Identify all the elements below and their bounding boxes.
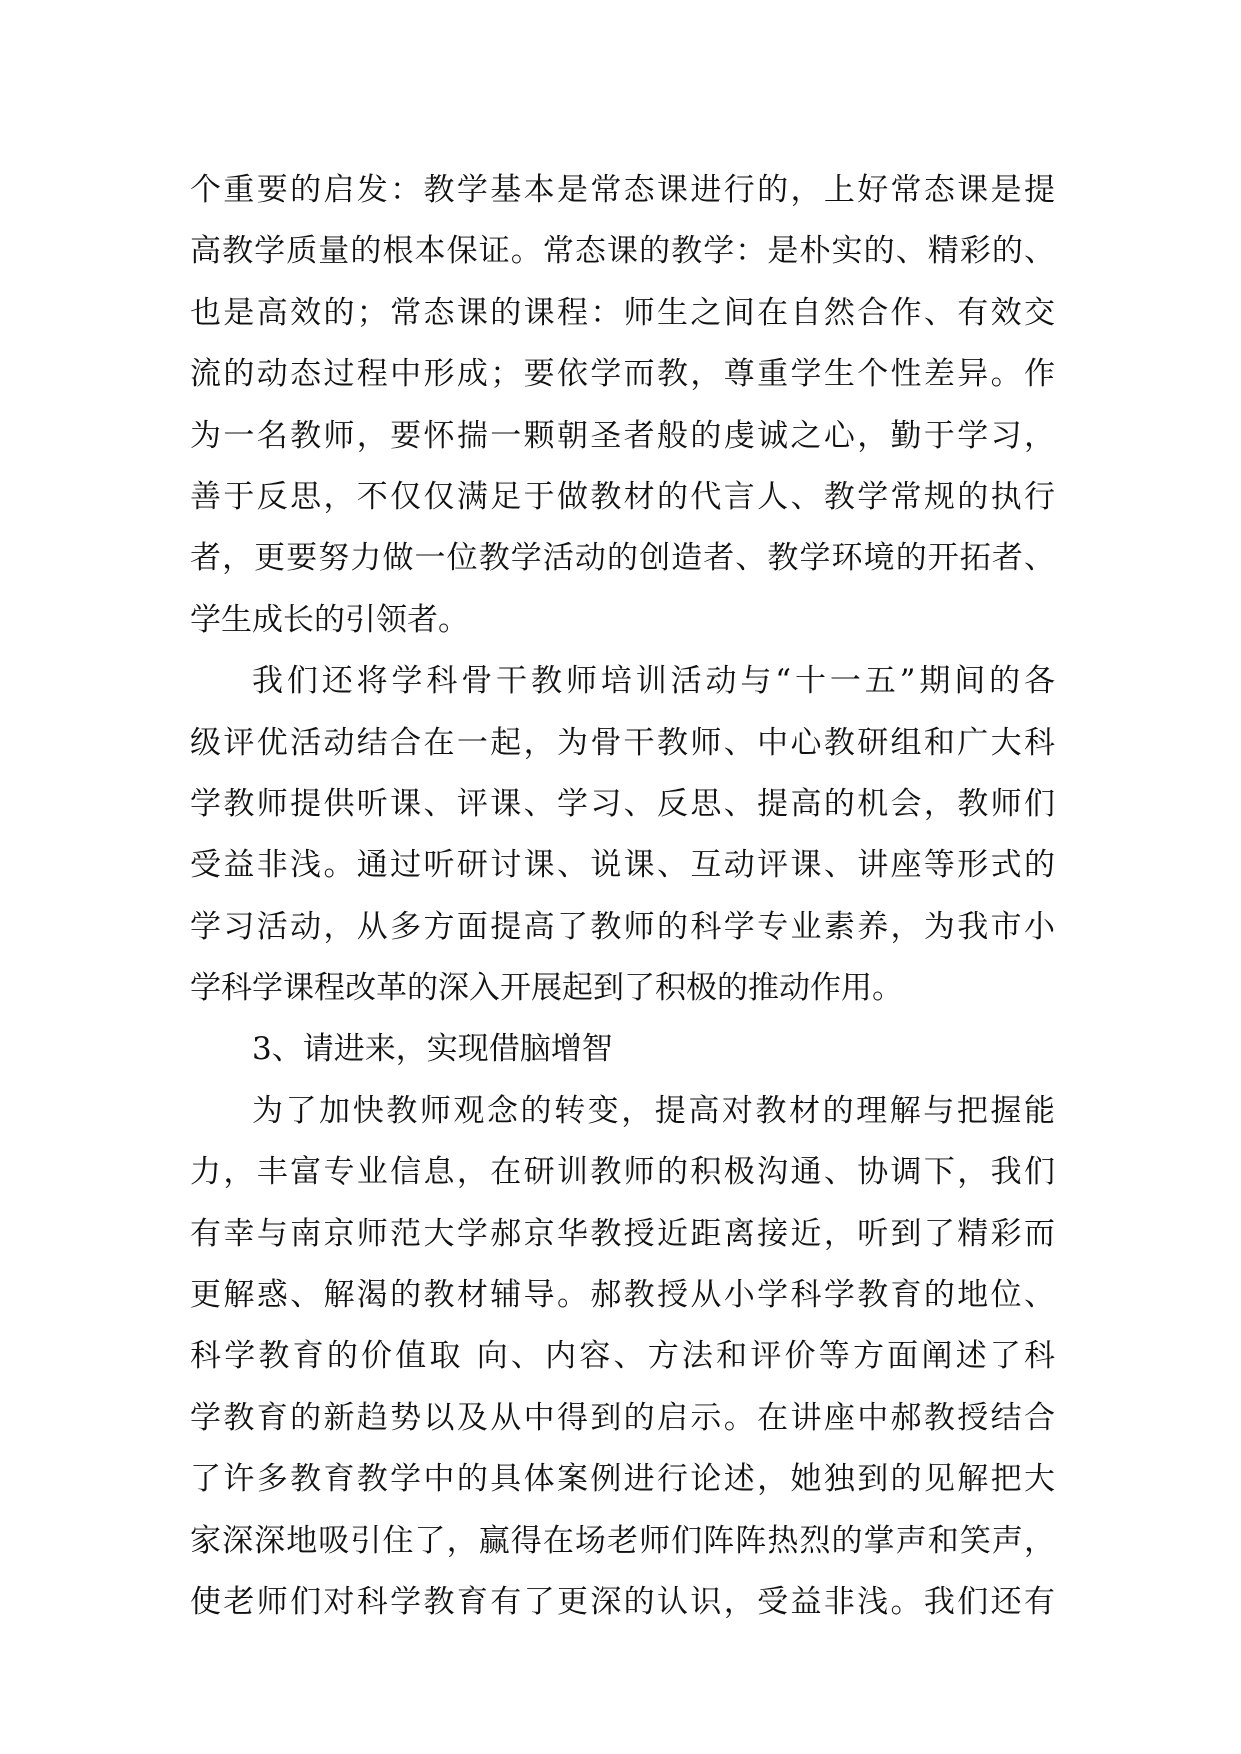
text-line: 学科学课程改革的深入开展起到了积极的推动作用。 <box>190 970 903 1007</box>
text-line: 级评优活动结合在一起，为骨干教师、中心教研组和广大科 <box>190 724 1055 761</box>
text-line: 了许多教育教学中的具体案例进行论述，她独到的见解把大 <box>190 1461 1055 1498</box>
text-line: 有幸与南京师范大学郝京华教授近距离接近，听到了精彩而 <box>190 1215 1055 1252</box>
text-line: 更解惑、解渴的教材辅导。郝教授从小学科学教育的地位、 <box>190 1277 1055 1314</box>
text-line: 为一名教师，要怀揣一颗朝圣者般的虔诚之心，勤于学习， <box>190 417 1055 454</box>
text-line: 善于反思，不仅仅满足于做教材的代言人、教学常规的执行 <box>190 478 1055 515</box>
text-line: 学教师提供听课、评课、学习、反思、提高的机会，教师们 <box>190 785 1055 822</box>
text-line: 学生成长的引领者。 <box>190 601 469 638</box>
text-line: 科学教育的价值取 向、内容、方法和评价等方面阐述了科 <box>190 1338 1055 1375</box>
text-line: 个重要的启发：教学基本是常态课进行的，上好常态课是提 <box>190 172 1055 208</box>
text-line: 受益非浅。通过听研讨课、说课、互动评课、讲座等形式的 <box>190 847 1055 884</box>
text-line: 力，丰富专业信息，在研训教师的积极沟通、协调下，我们 <box>190 1154 1055 1191</box>
section-heading: 3、请进来，实现借脑增智 <box>252 1031 613 1068</box>
text-line: 流的动态过程中形成；要依学而教，尊重学生个性差异。作 <box>190 356 1055 393</box>
paragraph-first-line: 我们还将学科骨干教师培训活动与“十一五”期间的各 <box>252 663 1055 700</box>
text-line: 学教育的新趋势以及从中得到的启示。在讲座中郝教授结合 <box>190 1399 1055 1436</box>
text-line: 高教学质量的根本保证。常态课的教学：是朴实的、精彩的、 <box>190 233 1055 270</box>
text-line: 使老师们对科学教育有了更深的认识，受益非浅。我们还有 <box>190 1583 1055 1620</box>
paragraph-first-line: 为了加快教师观念的转变，提高对教材的理解与把握能 <box>252 1092 1055 1129</box>
text-line: 者，更要努力做一位教学活动的创造者、教学环境的开拓者、 <box>190 540 1055 577</box>
text-line: 也是高效的；常态课的课程：师生之间在自然合作、有效交 <box>190 294 1055 331</box>
text-line: 家深深地吸引住了，赢得在场老师们阵阵热烈的掌声和笑声， <box>190 1522 1055 1559</box>
document-body <box>190 160 1055 1633</box>
text-line: 学习活动，从多方面提高了教师的科学专业素养，为我市小 <box>190 908 1055 945</box>
